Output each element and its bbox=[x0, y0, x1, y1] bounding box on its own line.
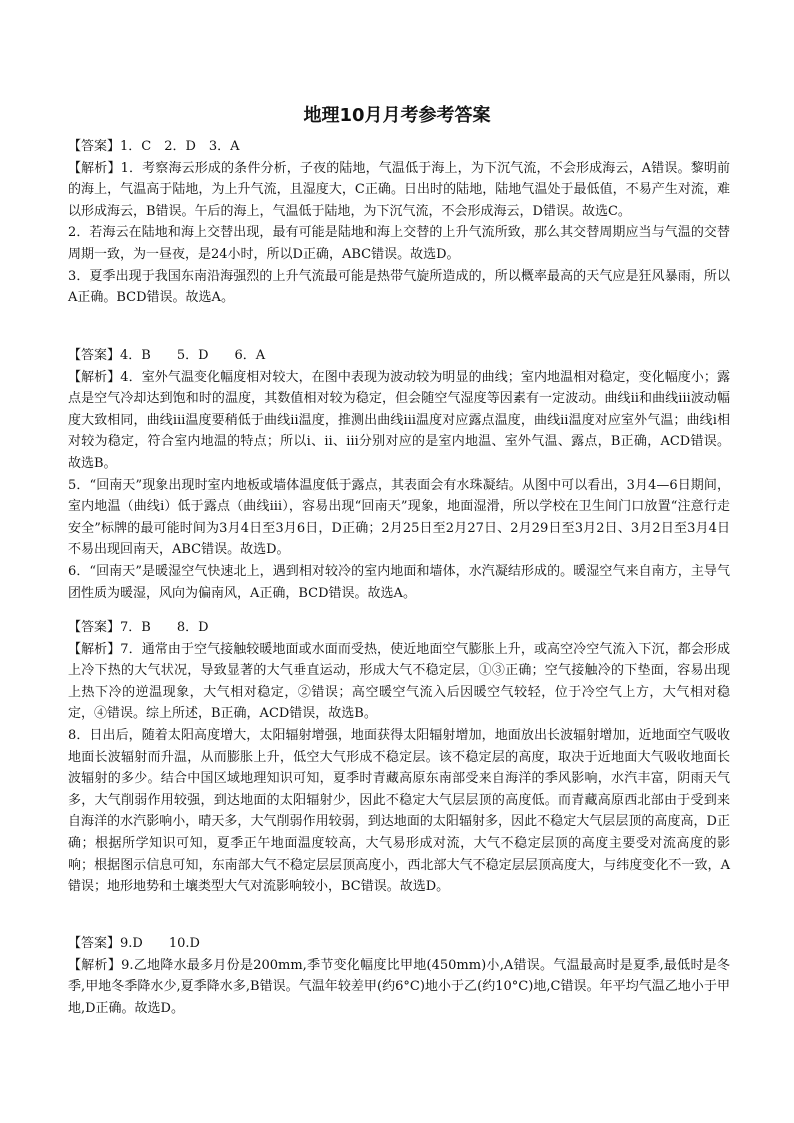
explanation-paragraph: 【解析】4．室外气温变化幅度相对较大，在图中表现为波动较为明显的曲线；室内地温相对稳定，变化幅度小；露点是空气冷却达到饱和时的温度，其数值相对较为稳定，但会随空气湿度等因素有一定波动。曲线ⅱ和曲线ⅲ波动幅度大致相同，曲线ⅲ温度要稍低于曲线ⅱ温度，推测出曲线ⅲ温度对应露点温度，曲线ⅱ温度对应室外气温；曲线ⅰ相对较为稳定，符合室内地温的特点；所以ⅰ、ⅱ、ⅲ分别对应的是室内地温、室外气温、露点，B正确，ACD错误。故选B。 bbox=[68, 369, 730, 471]
answer-line: 【答案】9.D 10.D bbox=[68, 936, 200, 951]
page-title: 地理10月月考参考答案 bbox=[303, 105, 491, 126]
explanation-paragraph: 6．“回南天”是暖湿空气快速北上，遇到相对较冷的室内地面和墙体，水汽凝结形成的。暖湿空气来自南方，主导气团性质为暖湿，风向为偏南风，A正确，BCD错误。故选A。 bbox=[68, 563, 730, 601]
answer-block-7-8 bbox=[68, 617, 730, 898]
explanation-paragraph: 【解析】9.乙地降水最多月份是200mm,季节变化幅度比甲地(450mm)小,A错误。气温最高时是夏季,最低时是冬季,甲地冬季降水少,夏季降水多,B错误。气温年较差甲(约6°C)地小于乙(约10°C)地,C错误。年平均气温乙地小于甲地,D正确。故选D。 bbox=[68, 957, 730, 1016]
answer-line: 【答案】1．C 2．D 3．A bbox=[68, 139, 240, 154]
answer-line: 【答案】4．B 5．D 6．A bbox=[68, 348, 266, 363]
explanation-paragraph: 【解析】1．考察海云形成的条件分析，子夜的陆地，气温低于海上，为下沉气流，不会形成海云，A错误。黎明前的海上，气温高于陆地，为上升气流，且湿度大，C正确。日出时的陆地，陆地气温处于最低值，不易产生对流，难以形成海云，B错误。午后的海上，气温低于陆地，为下沉气流，不会形成海云，D错误。故选C。 bbox=[68, 160, 730, 219]
explanation-paragraph: 【解析】7．通常由于空气接触较暖地面或水面而受热，使近地面空气膨胀上升，或高空冷空气流入下沉，都会形成上冷下热的大气状况，导致显著的大气垂直运动，形成大气不稳定层，①③正确；空气接触冷的下垫面，容易出现上热下冷的逆温现象，大气相对稳定，②错误；高空暖空气流入后因暖空气较轻，位于冷空气上方，大气相对稳定，④错误。综上所述，B正确，ACD错误，故选B。 bbox=[68, 641, 730, 722]
explanation-paragraph: 3．夏季出现于我国东南沿海强烈的上升气流最可能是热带气旋所造成的，所以概率最高的天气应是狂风暴雨，所以A正确。BCD错误。故选A。 bbox=[68, 268, 730, 306]
answer-line: 【答案】7．B 8．D bbox=[68, 620, 209, 635]
answer-block-4-6 bbox=[68, 345, 730, 604]
explanation-paragraph: 2．若海云在陆地和海上交替出现，最有可能是陆地和海上交替的上升气流所致，那么其交替周期应当与气温的交替周期一致，为一昼夜，是24小时，所以D正确，ABC错误。故选D。 bbox=[68, 225, 730, 262]
explanation-paragraph: 5．“回南天”现象出现时室内地板或墙体温度低于露点，其表面会有水珠凝结。从图中可以看出，3月4—6日期间，室内地温（曲线ⅰ）低于露点（曲线ⅲ），容易出现“回南天”现象，地面湿滑，所以学校在卫生间门口放置“注意行走安全”标牌的最可能时间为3月4日至3月6日，D正确；2月25日至2月27日、2月29日至3月2日、3月2日至3月4日不易出现回南天，ABC错误。故选D。 bbox=[68, 477, 730, 558]
answer-block-1-3 bbox=[68, 136, 730, 309]
explanation-paragraph: 8．日出后，随着太阳高度增大，太阳辐射增强，地面获得太阳辐射增加，地面放出长波辐射增加，近地面空气吸收地面长波辐射而升温，从而膨胀上升，低空大气形成不稳定层。该不稳定层的高度，取决于近地面大气吸收地面长波辐射的多少。结合中国区域地理知识可知，夏季时青藏高原东南部受来自海洋的季风影响，水汽丰富，阴雨天气多，大气削弱作用较强，到达地面的太阳辐射少，因此不稳定大气层层顶的高度低。而青藏高原西北部由于受到来自海洋的水汽影响小，晴天多，大气削弱作用较弱，到达地面的太阳辐射多，因此不稳定大气层层顶的高度高，D正确；根据所学知识可知，夏季正午地面温度较高，大气易形成对流，大气不稳定层顶的高度主要受对流高度的影响；根据图示信息可知，东南部大气不稳定层层顶高度小，西北部大气不稳定层层顶高度大，与纬度变化不一致，A错误；地形地势和土壤类型大气对流影响较小，BC错误。故选D。 bbox=[68, 727, 730, 895]
answer-block-9-10 bbox=[68, 933, 730, 1019]
